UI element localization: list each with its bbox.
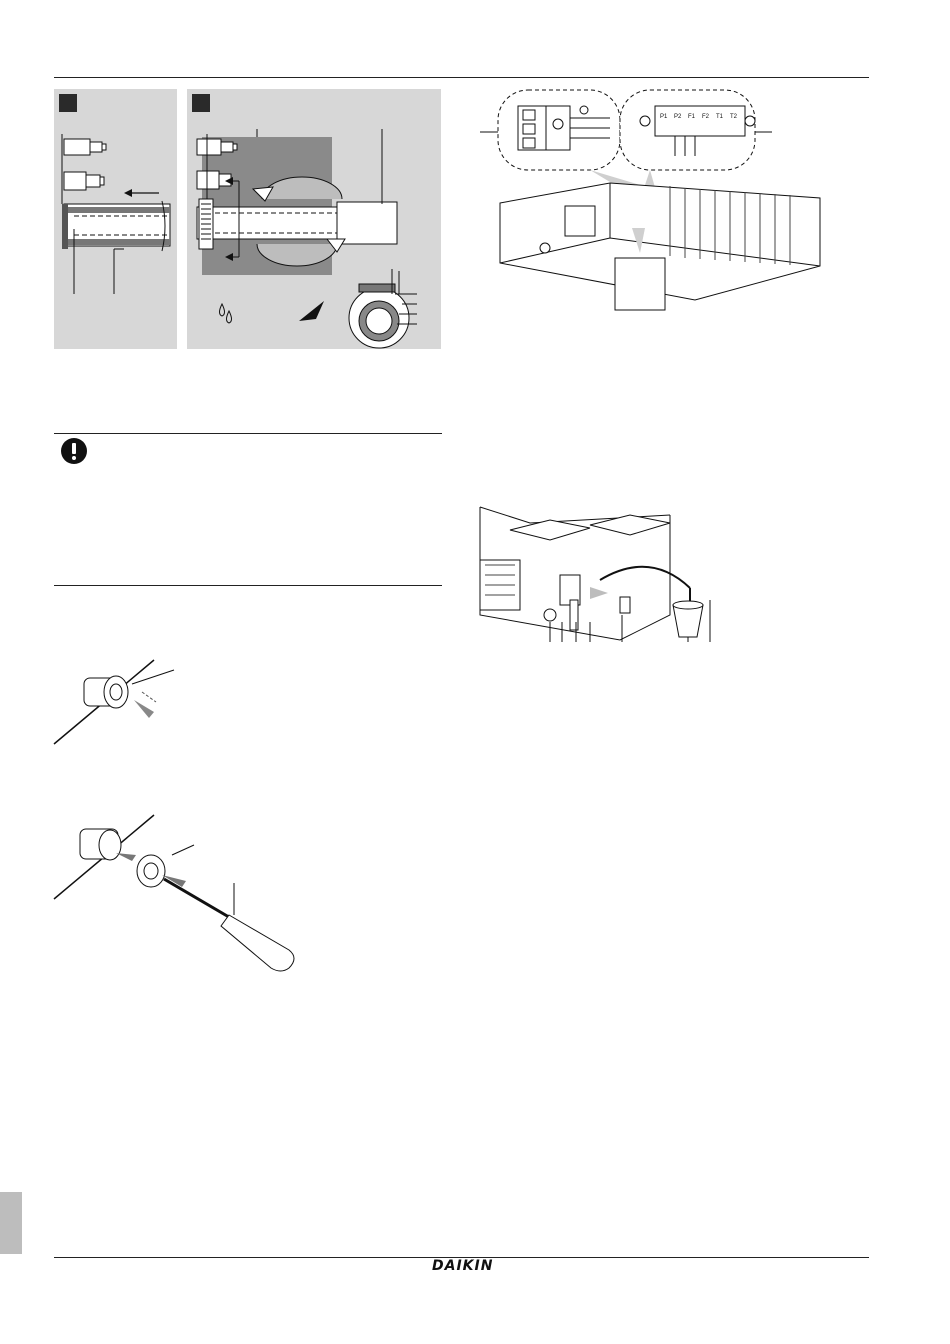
figure-b-drawing bbox=[187, 89, 441, 349]
terminal-t1: T1 bbox=[716, 114, 724, 120]
figure-e-terminal-blocks bbox=[480, 88, 780, 323]
notice-bottom-rule bbox=[54, 585, 442, 586]
terminal-p1: P1 bbox=[660, 114, 668, 120]
terminal-t2: T2 bbox=[730, 114, 738, 120]
figure-f-drain-test bbox=[470, 505, 730, 650]
brand-logo: DAIKIN bbox=[432, 1258, 494, 1274]
exclamation-icon bbox=[60, 437, 88, 465]
notice-top-rule bbox=[54, 433, 442, 434]
terminal-f1: F1 bbox=[688, 114, 696, 120]
terminal-p2: P2 bbox=[674, 114, 682, 120]
side-tab bbox=[0, 1192, 22, 1254]
figure-c-cap-removal bbox=[54, 660, 194, 750]
figure-a-drawing bbox=[54, 89, 177, 349]
header-rule bbox=[54, 77, 869, 78]
terminal-f2: F2 bbox=[702, 114, 710, 120]
figure-d-screwdriver bbox=[54, 815, 314, 975]
